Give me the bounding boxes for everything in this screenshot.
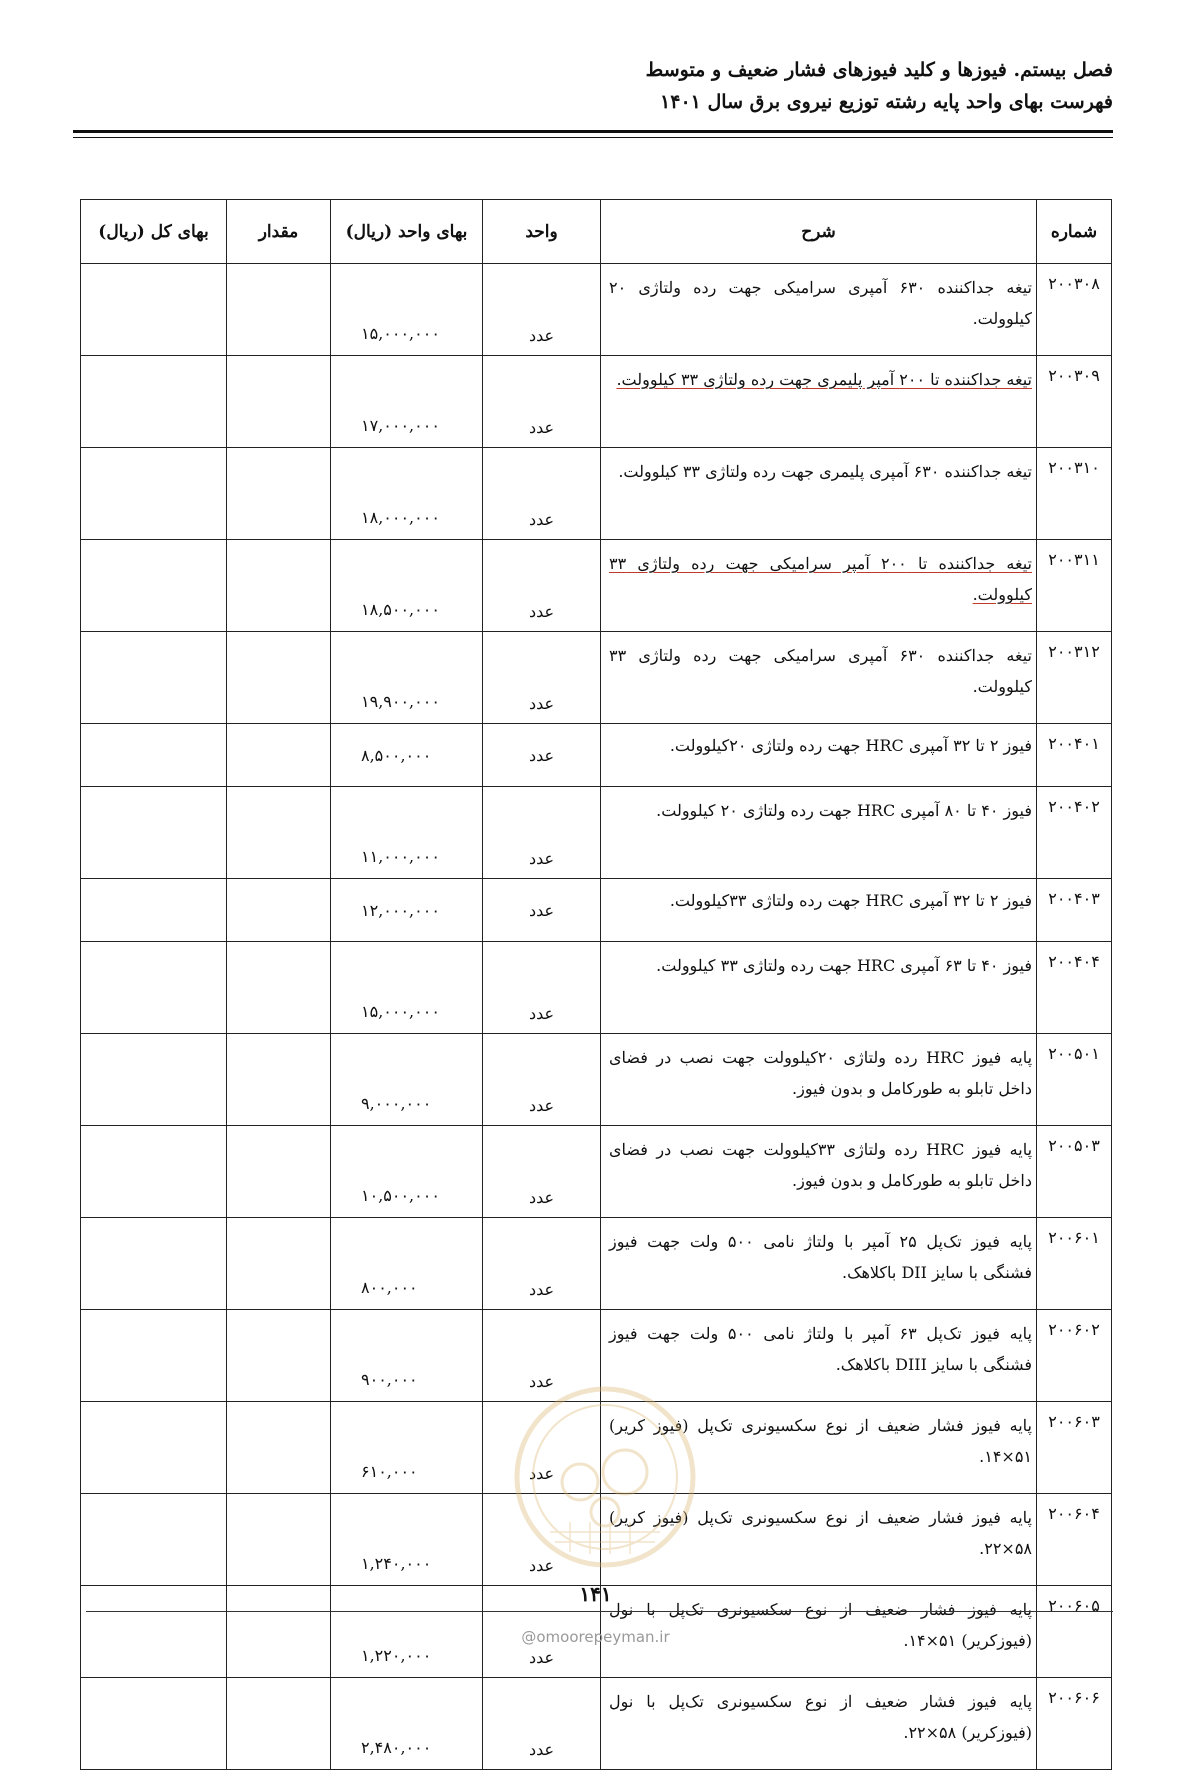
header-rule-thick xyxy=(73,130,1113,133)
item-code: ۲۰۰۳۱۲ xyxy=(1037,632,1112,724)
item-unit: عدد xyxy=(483,632,601,724)
item-quantity[interactable] xyxy=(227,540,331,632)
item-unit: عدد xyxy=(483,1218,601,1310)
item-total-price[interactable] xyxy=(81,724,227,787)
item-unit: عدد xyxy=(483,724,601,787)
item-unit-price: ۱۲,۰۰۰,۰۰۰ xyxy=(331,879,483,942)
item-unit: عدد xyxy=(483,540,601,632)
item-unit: عدد xyxy=(483,448,601,540)
item-code: ۲۰۰۵۰۳ xyxy=(1037,1126,1112,1218)
chapter-title: فصل بیستم. فیوزها و کلید فیوزهای فشار ضعیف و متوسط xyxy=(645,59,1113,81)
item-code: ۲۰۰۴۰۲ xyxy=(1037,787,1112,879)
item-quantity[interactable] xyxy=(227,264,331,356)
item-total-price[interactable] xyxy=(81,1218,227,1310)
item-code: ۲۰۰۵۰۱ xyxy=(1037,1034,1112,1126)
item-code: ۲۰۰۶۰۶ xyxy=(1037,1678,1112,1770)
table-row xyxy=(81,356,1112,448)
item-quantity[interactable] xyxy=(227,942,331,1034)
item-unit-price: ۱۷,۰۰۰,۰۰۰ xyxy=(331,356,483,448)
item-unit-price: ۱۵,۰۰۰,۰۰۰ xyxy=(331,942,483,1034)
item-unit-price: ۹۰۰,۰۰۰ xyxy=(331,1310,483,1402)
header-description: شرح xyxy=(601,200,1037,264)
item-quantity[interactable] xyxy=(227,632,331,724)
item-description: پایه فیوز HRC رده ولتاژی ۲۰کیلوولت جهت نصب در فضای داخل تابلو به طورکامل و بدون فیوز. xyxy=(601,1034,1037,1126)
table-row xyxy=(81,1678,1112,1770)
table-row xyxy=(81,1126,1112,1218)
item-quantity[interactable] xyxy=(227,356,331,448)
item-unit-price: ۶۱۰,۰۰۰ xyxy=(331,1402,483,1494)
item-unit-price: ۱۰,۵۰۰,۰۰۰ xyxy=(331,1126,483,1218)
item-description: پایه فیوز HRC رده ولتاژی ۳۳کیلوولت جهت نصب در فضای داخل تابلو به طورکامل و بدون فیوز. xyxy=(601,1126,1037,1218)
item-description xyxy=(601,540,1037,632)
item-quantity[interactable] xyxy=(227,448,331,540)
item-unit-price: ۹,۰۰۰,۰۰۰ xyxy=(331,1034,483,1126)
item-quantity[interactable] xyxy=(227,1126,331,1218)
item-total-price[interactable] xyxy=(81,787,227,879)
item-description: تیغه جداکننده ۶۳۰ آمپری پلیمری جهت رده ولتاژی ۳۳ کیلوولت. xyxy=(601,448,1037,540)
item-total-price[interactable] xyxy=(81,264,227,356)
item-total-price[interactable] xyxy=(81,1310,227,1402)
item-description: تیغه جداکننده ۶۳۰ آمپری سرامیکی جهت رده ولتاژی ۲۰ کیلوولت. xyxy=(601,264,1037,356)
item-description: پایه فیوز تک‌پل ۲۵ آمپر با ولتاژ نامی ۵۰۰ ولت جهت فیوز فشنگی با سایز DII باکلاهک. xyxy=(601,1218,1037,1310)
header-unit-price: بهای واحد (ریال) xyxy=(331,200,483,264)
page-header xyxy=(72,54,1113,118)
item-total-price[interactable] xyxy=(81,1034,227,1126)
footer-rule xyxy=(86,1611,1113,1612)
table-row xyxy=(81,448,1112,540)
item-description: فیوز ۲ تا ۳۲ آمپری HRC جهت رده ولتاژی ۲۰کیلوولت. xyxy=(601,724,1037,787)
item-quantity[interactable] xyxy=(227,1402,331,1494)
item-code: ۲۰۰۶۰۲ xyxy=(1037,1310,1112,1402)
item-quantity[interactable] xyxy=(227,1218,331,1310)
item-code: ۲۰۰۶۰۵ xyxy=(1037,1586,1112,1678)
item-unit-price: ۱۹,۹۰۰,۰۰۰ xyxy=(331,632,483,724)
item-code: ۲۰۰۶۰۳ xyxy=(1037,1402,1112,1494)
item-description-text: تیغه جداکننده تا ۲۰۰ آمپر پلیمری جهت رده ولتاژی ۳۳ کیلوولت. xyxy=(616,370,1032,389)
header-quantity: مقدار xyxy=(227,200,331,264)
item-quantity[interactable] xyxy=(227,1494,331,1586)
item-description: فیوز ۴۰ تا ۸۰ آمپری HRC جهت رده ولتاژی ۲۰ کیلوولت. xyxy=(601,787,1037,879)
item-total-price[interactable] xyxy=(81,1678,227,1770)
item-total-price[interactable] xyxy=(81,1126,227,1218)
item-quantity[interactable] xyxy=(227,879,331,942)
document-title: فهرست بهای واحد پایه رشته توزیع نیروی برق سال ۱۴۰۱ xyxy=(660,91,1113,113)
item-total-price[interactable] xyxy=(81,1494,227,1586)
item-unit: عدد xyxy=(483,1586,601,1678)
table-header-row xyxy=(81,200,1112,264)
item-unit: عدد xyxy=(483,1034,601,1126)
item-total-price[interactable] xyxy=(81,540,227,632)
item-code: ۲۰۰۴۰۳ xyxy=(1037,879,1112,942)
item-description: پایه فیوز فشار ضعیف از نوع سکسیونری تک‌پل با نول (فیوزکریر) ۵۱×۱۴. xyxy=(601,1586,1037,1678)
item-code: ۲۰۰۴۰۴ xyxy=(1037,942,1112,1034)
header-code: شماره xyxy=(1037,200,1112,264)
item-unit-price: ۲,۴۸۰,۰۰۰ xyxy=(331,1678,483,1770)
table-row xyxy=(81,879,1112,942)
item-unit-price: ۱۸,۰۰۰,۰۰۰ xyxy=(331,448,483,540)
item-unit-price: ۸,۵۰۰,۰۰۰ xyxy=(331,724,483,787)
item-total-price[interactable] xyxy=(81,632,227,724)
item-description xyxy=(601,356,1037,448)
item-description: پایه فیوز تک‌پل ۶۳ آمپر با ولتاژ نامی ۵۰۰ ولت جهت فیوز فشنگی با سایز DIII باکلاهک. xyxy=(601,1310,1037,1402)
footer-site-link[interactable]: @omoorepeyman.ir xyxy=(521,1628,670,1646)
table-row xyxy=(81,540,1112,632)
item-quantity[interactable] xyxy=(227,1678,331,1770)
header-total-price: بهای کل (ریال) xyxy=(81,200,227,264)
item-unit: عدد xyxy=(483,787,601,879)
item-description: پایه فیوز فشار ضعیف از نوع سکسیونری تک‌پل (فیوز کریر) ۵۱×۱۴. xyxy=(601,1402,1037,1494)
item-code: ۲۰۰۳۱۰ xyxy=(1037,448,1112,540)
item-description: فیوز ۴۰ تا ۶۳ آمپری HRC جهت رده ولتاژی ۳۳ کیلوولت. xyxy=(601,942,1037,1034)
item-unit-price: ۱۱,۰۰۰,۰۰۰ xyxy=(331,787,483,879)
item-quantity[interactable] xyxy=(227,1310,331,1402)
table-row xyxy=(81,1034,1112,1126)
item-total-price[interactable] xyxy=(81,448,227,540)
item-code: ۲۰۰۳۱۱ xyxy=(1037,540,1112,632)
page-number: ۱۴۱ xyxy=(579,1582,612,1606)
item-description: پایه فیوز فشار ضعیف از نوع سکسیونری تک‌پل (فیوز کریر) ۵۸×۲۲. xyxy=(601,1494,1037,1586)
item-unit: عدد xyxy=(483,1402,601,1494)
item-total-price[interactable] xyxy=(81,1402,227,1494)
item-unit-price: ۸۰۰,۰۰۰ xyxy=(331,1218,483,1310)
table-row xyxy=(81,724,1112,787)
watermark-seal-icon xyxy=(510,1382,700,1572)
table-row xyxy=(81,1218,1112,1310)
item-description: فیوز ۲ تا ۳۲ آمپری HRC جهت رده ولتاژی ۳۳کیلوولت. xyxy=(601,879,1037,942)
item-code: ۲۰۰۶۰۱ xyxy=(1037,1218,1112,1310)
item-code: ۲۰۰۶۰۴ xyxy=(1037,1494,1112,1586)
item-code: ۲۰۰۳۰۹ xyxy=(1037,356,1112,448)
item-unit-price: ۱۸,۵۰۰,۰۰۰ xyxy=(331,540,483,632)
table-row xyxy=(81,632,1112,724)
item-code: ۲۰۰۳۰۸ xyxy=(1037,264,1112,356)
item-description: تیغه جداکننده ۶۳۰ آمپری سرامیکی جهت رده ولتاژی ۳۳ کیلوولت. xyxy=(601,632,1037,724)
item-total-price[interactable] xyxy=(81,356,227,448)
item-unit: عدد xyxy=(483,879,601,942)
table-row xyxy=(81,942,1112,1034)
item-unit: عدد xyxy=(483,264,601,356)
table-row xyxy=(81,787,1112,879)
item-total-price[interactable] xyxy=(81,879,227,942)
item-unit: عدد xyxy=(483,1310,601,1402)
item-unit: عدد xyxy=(483,1126,601,1218)
item-unit-price: ۱,۲۴۰,۰۰۰ xyxy=(331,1494,483,1586)
item-quantity[interactable] xyxy=(227,724,331,787)
item-code: ۲۰۰۴۰۱ xyxy=(1037,724,1112,787)
item-total-price[interactable] xyxy=(81,942,227,1034)
item-quantity[interactable] xyxy=(227,1034,331,1126)
item-description: پایه فیوز فشار ضعیف از نوع سکسیونری تک‌پل با نول (فیوزکریر) ۵۸×۲۲. xyxy=(601,1678,1037,1770)
item-unit: عدد xyxy=(483,942,601,1034)
table-row xyxy=(81,264,1112,356)
item-unit-price: ۱۵,۰۰۰,۰۰۰ xyxy=(331,264,483,356)
header-unit: واحد xyxy=(483,200,601,264)
item-unit: عدد xyxy=(483,1494,601,1586)
item-description-text: تیغه جداکننده تا ۲۰۰ آمپر سرامیکی جهت رده ولتاژی ۳۳ کیلوولت. xyxy=(609,554,1033,604)
item-quantity[interactable] xyxy=(227,787,331,879)
item-unit: عدد xyxy=(483,1678,601,1770)
item-unit: عدد xyxy=(483,356,601,448)
header-rule-thin xyxy=(73,137,1113,138)
item-unit-price: ۱,۲۲۰,۰۰۰ xyxy=(331,1586,483,1678)
